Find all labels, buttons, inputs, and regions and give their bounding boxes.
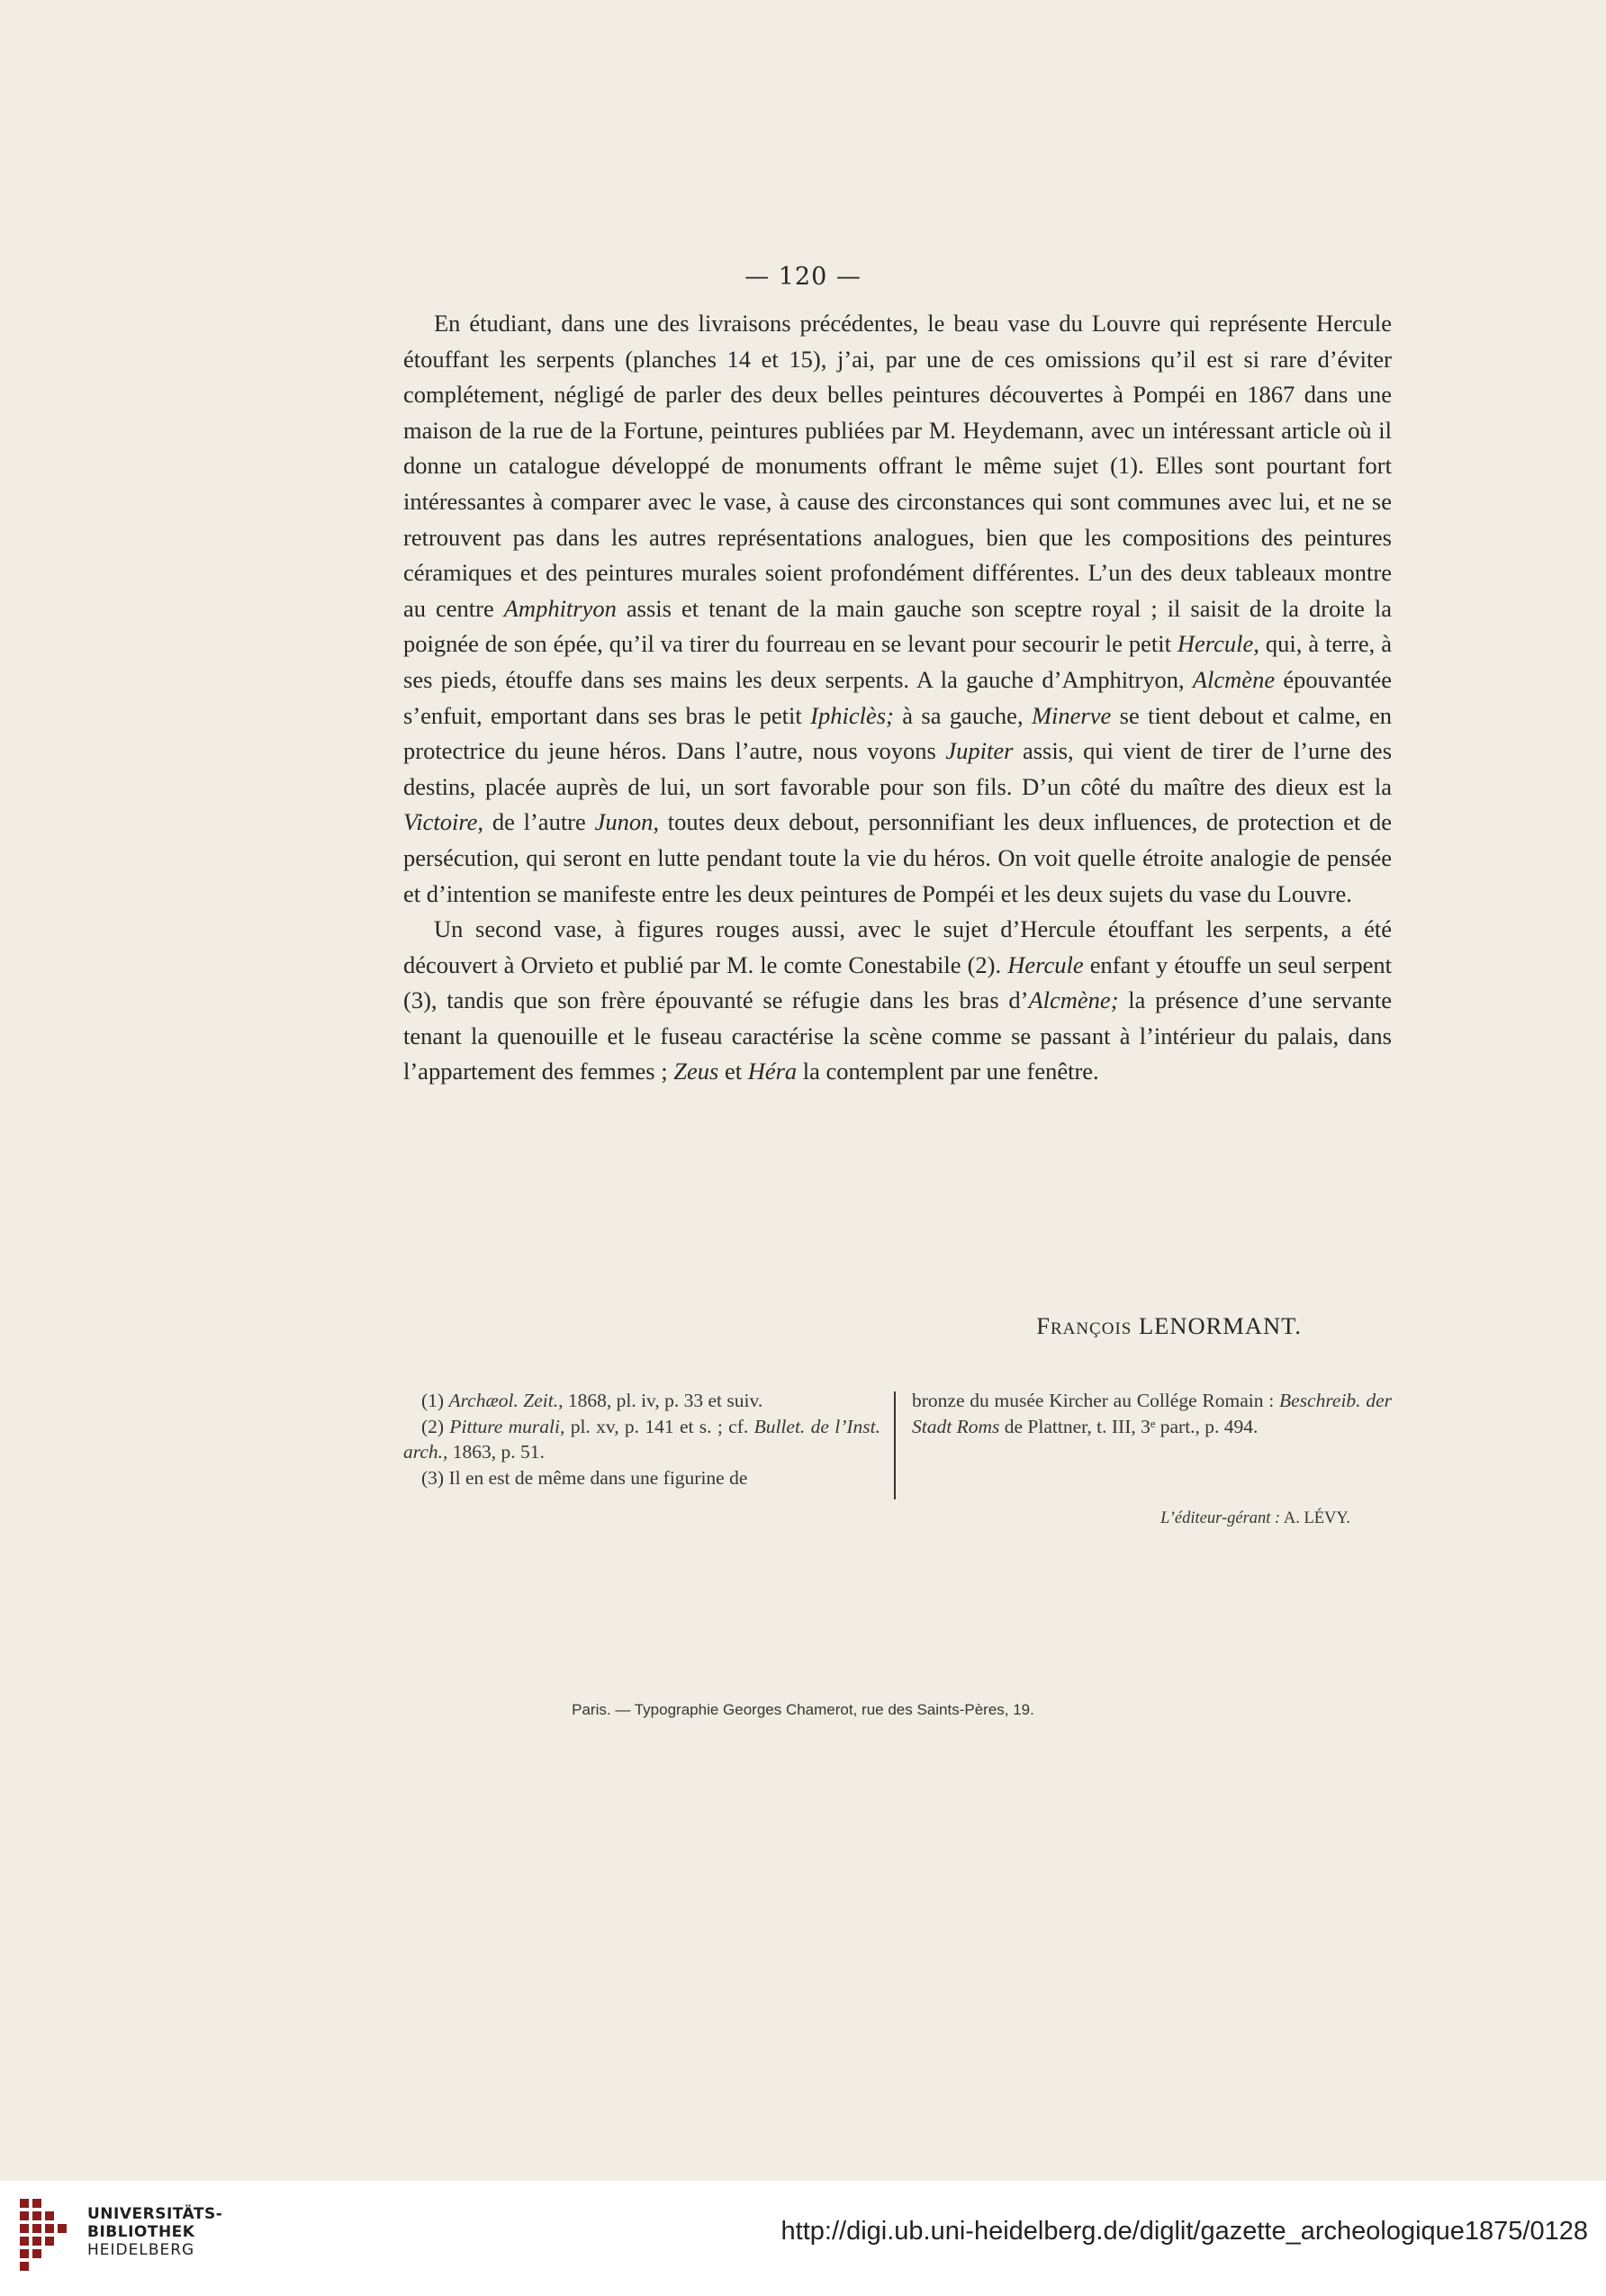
italic-run: Alcmène	[1192, 665, 1276, 693]
text-run: à sa gauche,	[893, 701, 1032, 729]
editor-label: L’éditeur-gérant :	[1160, 1509, 1281, 1527]
italic-run: Minerve	[1031, 701, 1112, 729]
author-signature	[403, 1312, 1302, 1340]
italic-run: Jupiter	[945, 737, 1014, 765]
italic-run: Zeus	[673, 1058, 719, 1085]
italic-run: Iphiclès;	[810, 701, 894, 729]
text-run: assis et tenant de la main gauche son sceptre royal ; il saisit de la droite la poignée de son épée, qu’il va tirer du fourreau en se levant pour secourir le petit	[403, 594, 1392, 658]
text-run: assis, qui vient de tirer de l’urne des destins, placée auprès de lui, un sort favorable pour son fils. D’un côté du maître des dieux est la	[403, 737, 1393, 800]
library-name-line: BIBLIOTHEK	[87, 2223, 195, 2241]
italic-run: Héra	[747, 1058, 798, 1085]
text-run: épouvantée s’enfuit, emportant dans ses bras le petit	[403, 665, 1392, 729]
article-body	[403, 306, 1392, 1090]
text-run: En étudiant, dans une des livraisons précédentes, le beau vase du Louvre qui représente Hercule étouffant les serpents (planches 14 et 15), j’ai, par une de ces omissions qu’il est si rare d’éviter complétement, négligé de parler des deux belles peintures découvertes à Pompéi en 1867 dans une maison de la rue de la Fortune, peintures publiées par M. Heydemann, avec un intéressant article où il donne un catalogue développé de monuments offrant le même sujet (1). Elles sont pourtant fort intéressantes à comparer avec le vase, à cause des circonstances qui sont communes avec lui, et ne se retrouvent pas dans les autres représentations analogues, bien que les compositions des peintures céramiques et des peintures murales soient profondément différentes. L’un des deux tableaux montre au centre	[403, 310, 1392, 622]
author-last-name: LENORMANT.	[1138, 1312, 1302, 1339]
paragraph	[403, 306, 1392, 912]
library-footer	[0, 2181, 1606, 2296]
paragraph	[403, 912, 1392, 1090]
footnote	[403, 1388, 880, 1414]
text-run: 1863, p. 51.	[447, 1441, 545, 1463]
footnote	[403, 1414, 880, 1465]
text-run: et	[718, 1058, 748, 1085]
footnotes-left-column	[403, 1388, 880, 1490]
italic-run: Junon,	[594, 808, 659, 836]
italic-run: Amphitryon	[503, 594, 617, 622]
footnotes-right-column	[912, 1388, 1392, 1439]
text-run: enfant y étouffe un seul serpent (3), tandis que son frère épouvanté se réfugie dans les bras d’	[403, 950, 1392, 1014]
text-run: la présence d’une servante tenant la quenouille et le fuseau caractérise la scène comme se passant à l’intérieur du palais, dans l’appartement des femmes ;	[403, 986, 1392, 1085]
italic-run: Beschreib. der Stadt Roms	[912, 1390, 1392, 1437]
text-run: de Plattner, t. III, 3ᵉ part., p. 494.	[999, 1415, 1259, 1437]
page-number: — 120 —	[744, 263, 862, 291]
italic-run: Hercule	[1007, 950, 1084, 978]
university-seal-icon	[20, 2199, 72, 2271]
italic-run: Archæol. Zeit.,	[448, 1390, 564, 1411]
footnote-continuation	[912, 1388, 1392, 1439]
text-run: qui, à terre, à ses pieds, étouffe dans ses mains les deux serpents. A la gauche d’Amphitryon,	[403, 630, 1392, 693]
footnote	[403, 1465, 880, 1491]
editor-line	[403, 1509, 1350, 1528]
permalink-url[interactable]: http://digi.ub.uni-heidelberg.de/diglit/gazette_archeologique1875/0128	[780, 2217, 1588, 2246]
text-run: pl. xv, p. 141 et s. ; cf.	[564, 1415, 754, 1437]
italic-run: Victoire,	[403, 808, 484, 836]
library-name-line: UNIVERSITÄTS-	[87, 2205, 223, 2223]
text-run: de l’autre	[483, 808, 595, 836]
editor-name: A. LÉVY.	[1283, 1509, 1350, 1527]
printer-imprint: Paris. — Typographie Georges Chamerot, rue des Saints-Pères, 19.	[572, 1701, 1034, 1718]
text-run: (1)	[421, 1390, 449, 1411]
library-name-line: HEIDELBERG	[87, 2241, 195, 2259]
library-name	[87, 2205, 222, 2259]
text-run: toutes deux debout, personnifiant les deux influences, de protection et de persécution, qui seront en lutte pendant toute la vie du héros. On voit quelle étroite analogie de pensée et d’intention se manifeste entre les deux peintures de Pompéi et les deux sujets du vase du Louvre.	[403, 808, 1392, 907]
text-run: la contemplent par une fenêtre.	[797, 1058, 1099, 1085]
text-run: bronze du musée Kircher au Collége Romain :	[912, 1390, 1280, 1411]
italic-run: Bullet. de l’Inst. arch.,	[403, 1415, 881, 1463]
italic-run: Hercule,	[1177, 630, 1259, 658]
italic-run: Pitture murali,	[449, 1415, 565, 1437]
text-run: Un second vase, à figures rouges aussi, avec le sujet d’Hercule étouffant les serpents, a été découvert à Orvieto et publié par M. le comte Conestabile (2).	[403, 915, 1392, 978]
italic-run: Alcmène;	[1028, 986, 1119, 1014]
text-run: (2)	[421, 1415, 450, 1437]
text-run: se tient debout et calme, en protectrice du jeune héros. Dans l’autre, nous voyons	[403, 701, 1393, 765]
text-run: (3) Il en est de même dans une figurine de	[421, 1466, 748, 1489]
text-run: 1868, pl. iv, p. 33 et suiv.	[563, 1390, 763, 1411]
column-divider	[894, 1391, 896, 1499]
author-first-name: François	[1036, 1312, 1132, 1339]
